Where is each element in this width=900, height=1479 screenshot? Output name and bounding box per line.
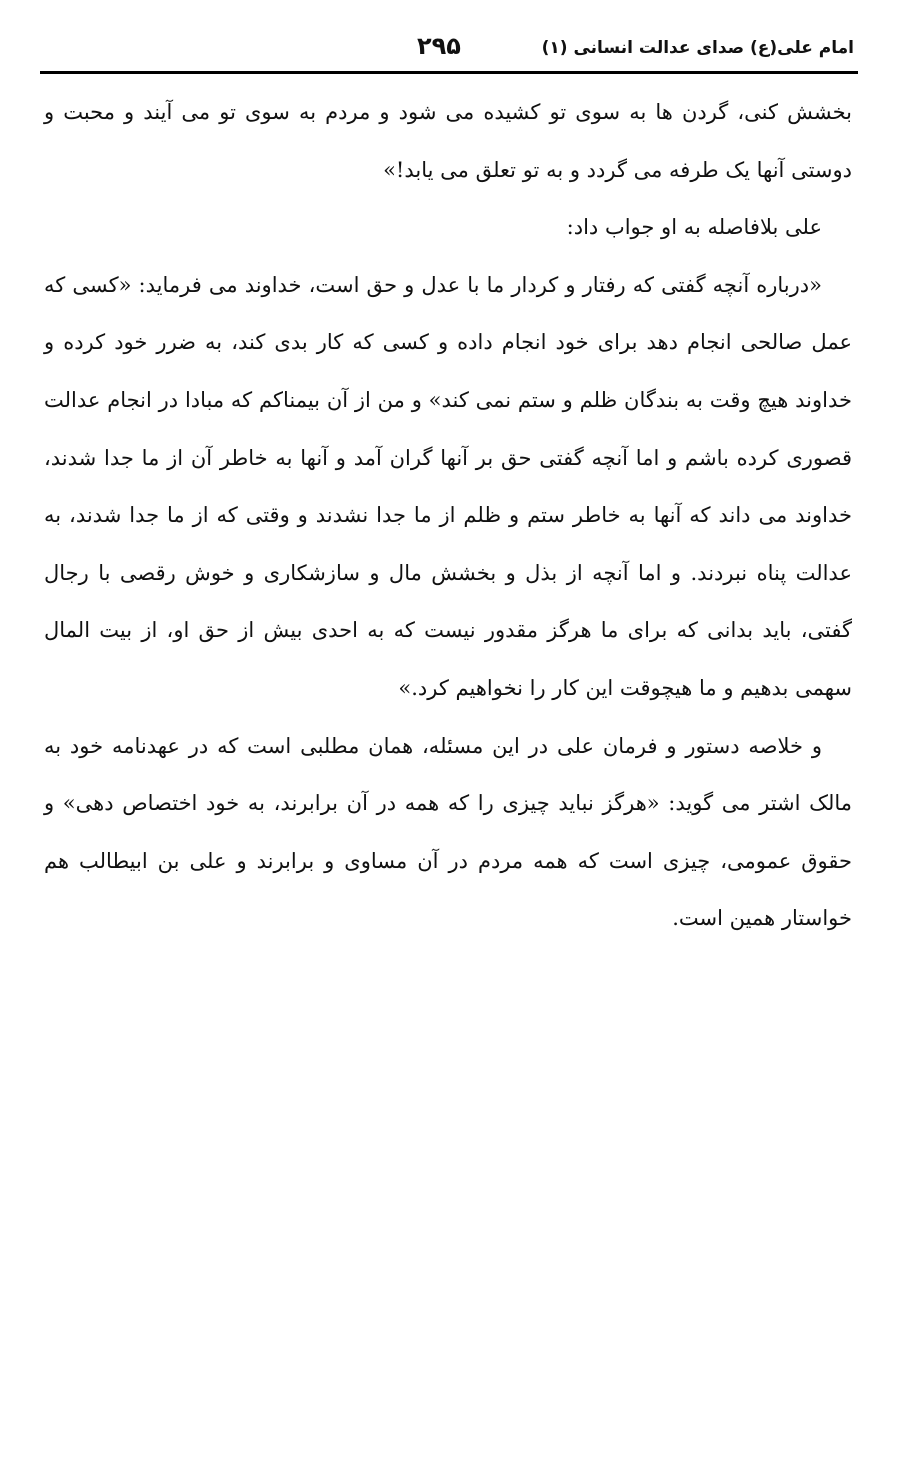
paragraph: «درباره آنچه گفتی که رفتار و کردار ما با عدل و حق است، خداوند می فرماید: «کسی که عمل صالحی انجام دهد برای خود انجام داده و کسی که کار بدی کند، به ضرر خود کرده و خداوند هیچ وقت به بندگان ظلم و ستم نمی کند» و من از آن بیمناکم که مبادا در انجام عدالت قصوری کرده باشم و اما آنچه گفتی حق بر آنها گران آمد و آنها به خاطر آن از ما جدا شدند، خداوند می داند که آنها به خاطر ستم و ظلم از ما جدا نشدند و وقتی که از ما جدا شدند، به عدالت پناه نبردند. و اما آنچه از بذل و بخشش مال و سازشکاری و خوش رقصی با رجال گفتی، باید بدانی که برای ما هرگز مقدور نیست که به احدی بیش از حق او، از بیت المال سهمی بدهیم و ما هیچوقت این کار را نخواهیم کرد.» bbox=[44, 272, 852, 700]
page-number: ۲۹۵ bbox=[417, 32, 461, 60]
header-divider bbox=[40, 71, 858, 74]
paragraph: و خلاصه دستور و فرمان علی در این مسئله، همان مطلبی است که در عهدنامه خود به مالک اشتر می گوید: «هرگز نباید چیزی را که همه در آن برابرند، به خود اختصاص دهی» و حقوق عمومی، چیزی است که همه مردم در آن مساوی و برابرند و علی بن ابیطالب هم خواستار همین است. bbox=[44, 733, 852, 931]
running-header bbox=[42, 30, 854, 70]
body-text bbox=[44, 84, 852, 948]
book-title: امام علی(ع) صدای عدالت انسانی (۱) bbox=[541, 38, 854, 58]
paragraph: بخشش کنی، گردن ها به سوی تو کشیده می شود و مردم به سوی تو می آیند و محبت و دوستی آنها یک طرفه می گردد و به تو تعلق می یابد!» bbox=[44, 100, 852, 182]
paragraph: علی بلافاصله به او جواب داد: bbox=[566, 215, 822, 240]
